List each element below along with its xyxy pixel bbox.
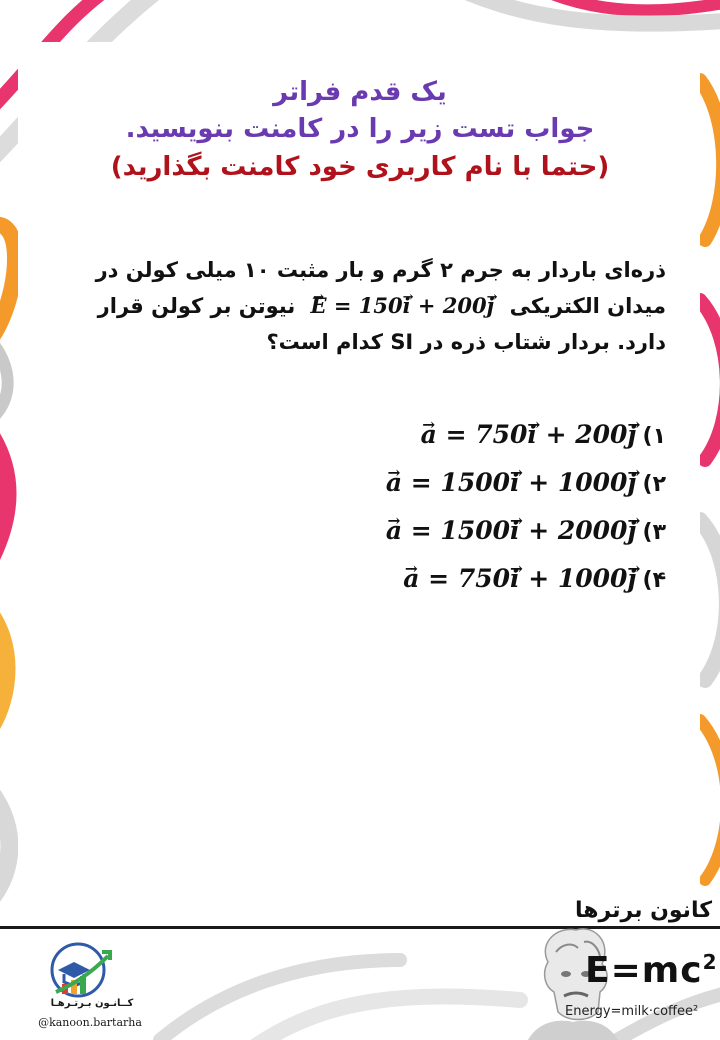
vector-a: a → xyxy=(386,460,402,506)
vector-a: a → xyxy=(403,556,419,602)
option-3[interactable] xyxy=(386,508,666,556)
unit-vector-j: j → xyxy=(627,460,636,506)
unit-vector-i: i → xyxy=(510,556,520,602)
option-eq2: + 200 xyxy=(536,420,628,449)
unit-vector-j: j → xyxy=(627,556,636,602)
answer-options xyxy=(386,412,666,604)
question-part1: ذره‌ای باردار به جرم ۲ گرم و بار مثبت ۱۰ میلی کولن در میدان الکتریکی xyxy=(95,258,666,318)
unit-vector-i: i → xyxy=(510,508,520,554)
electric-field-formula xyxy=(311,288,495,324)
emc-base: E=mc xyxy=(585,950,703,991)
option-eq1: = 1500 xyxy=(402,516,511,545)
option-eq1: = 750 xyxy=(436,420,528,449)
emc-exponent: 2 xyxy=(702,950,718,974)
title-write-answer: جواب تست زیر را در کامنت بنویسید. xyxy=(125,114,595,144)
si-label: SI xyxy=(390,330,414,354)
unit-vector-j: j → xyxy=(627,508,636,554)
question-text xyxy=(66,252,666,360)
title-username-note: (حتما با نام کاربری خود کامنت بگذارید) xyxy=(110,152,610,182)
field-eq-part1: = 150 xyxy=(326,293,403,318)
vector-a: a → xyxy=(421,412,437,458)
title-one-step-further: یک قدم فراتر xyxy=(273,77,447,107)
vector-a: a → xyxy=(386,508,402,554)
unit-vector-j: j → xyxy=(627,412,636,458)
unit-vector-i: i → xyxy=(510,460,520,506)
option-2[interactable] xyxy=(386,460,666,508)
question-part3: کدام است؟ xyxy=(266,330,383,354)
unit-vector-i: i → xyxy=(527,412,537,458)
brand-name: کــانـون بـرتـرهـا xyxy=(50,998,134,1009)
option-eq1: = 750 xyxy=(419,564,511,593)
kanoon-logo-icon xyxy=(44,940,116,1006)
option-number: ۴) xyxy=(642,568,666,593)
option-eq2: + 2000 xyxy=(519,516,628,545)
option-1[interactable] xyxy=(386,412,666,460)
instagram-handle: @kanoon.bartarha xyxy=(38,1016,142,1029)
question-part2: نیوتن بر کولن قرار دارد. بردار شتاب ذره در xyxy=(97,294,666,354)
kanoon-bartarha-wordmark: کانون برترها xyxy=(575,898,712,923)
option-formula xyxy=(403,556,636,602)
option-eq1: = 1500 xyxy=(402,468,511,497)
unit-vector-i: i → xyxy=(403,288,411,324)
option-4[interactable] xyxy=(386,556,666,604)
option-number: ۲) xyxy=(642,472,666,497)
option-number: ۳) xyxy=(642,520,666,545)
option-number: ۱) xyxy=(642,424,666,449)
energy-milk-coffee-text: Energy=milk·coffee² xyxy=(565,1004,699,1019)
vector-e: E → xyxy=(311,288,327,324)
emc-squared-text xyxy=(585,950,718,991)
header-titles xyxy=(0,74,720,186)
unit-vector-j: j → xyxy=(487,288,495,324)
field-eq-part2: + 200 xyxy=(410,293,487,318)
option-eq2: + 1000 xyxy=(519,468,628,497)
option-formula xyxy=(421,412,637,458)
option-eq2: + 1000 xyxy=(519,564,628,593)
